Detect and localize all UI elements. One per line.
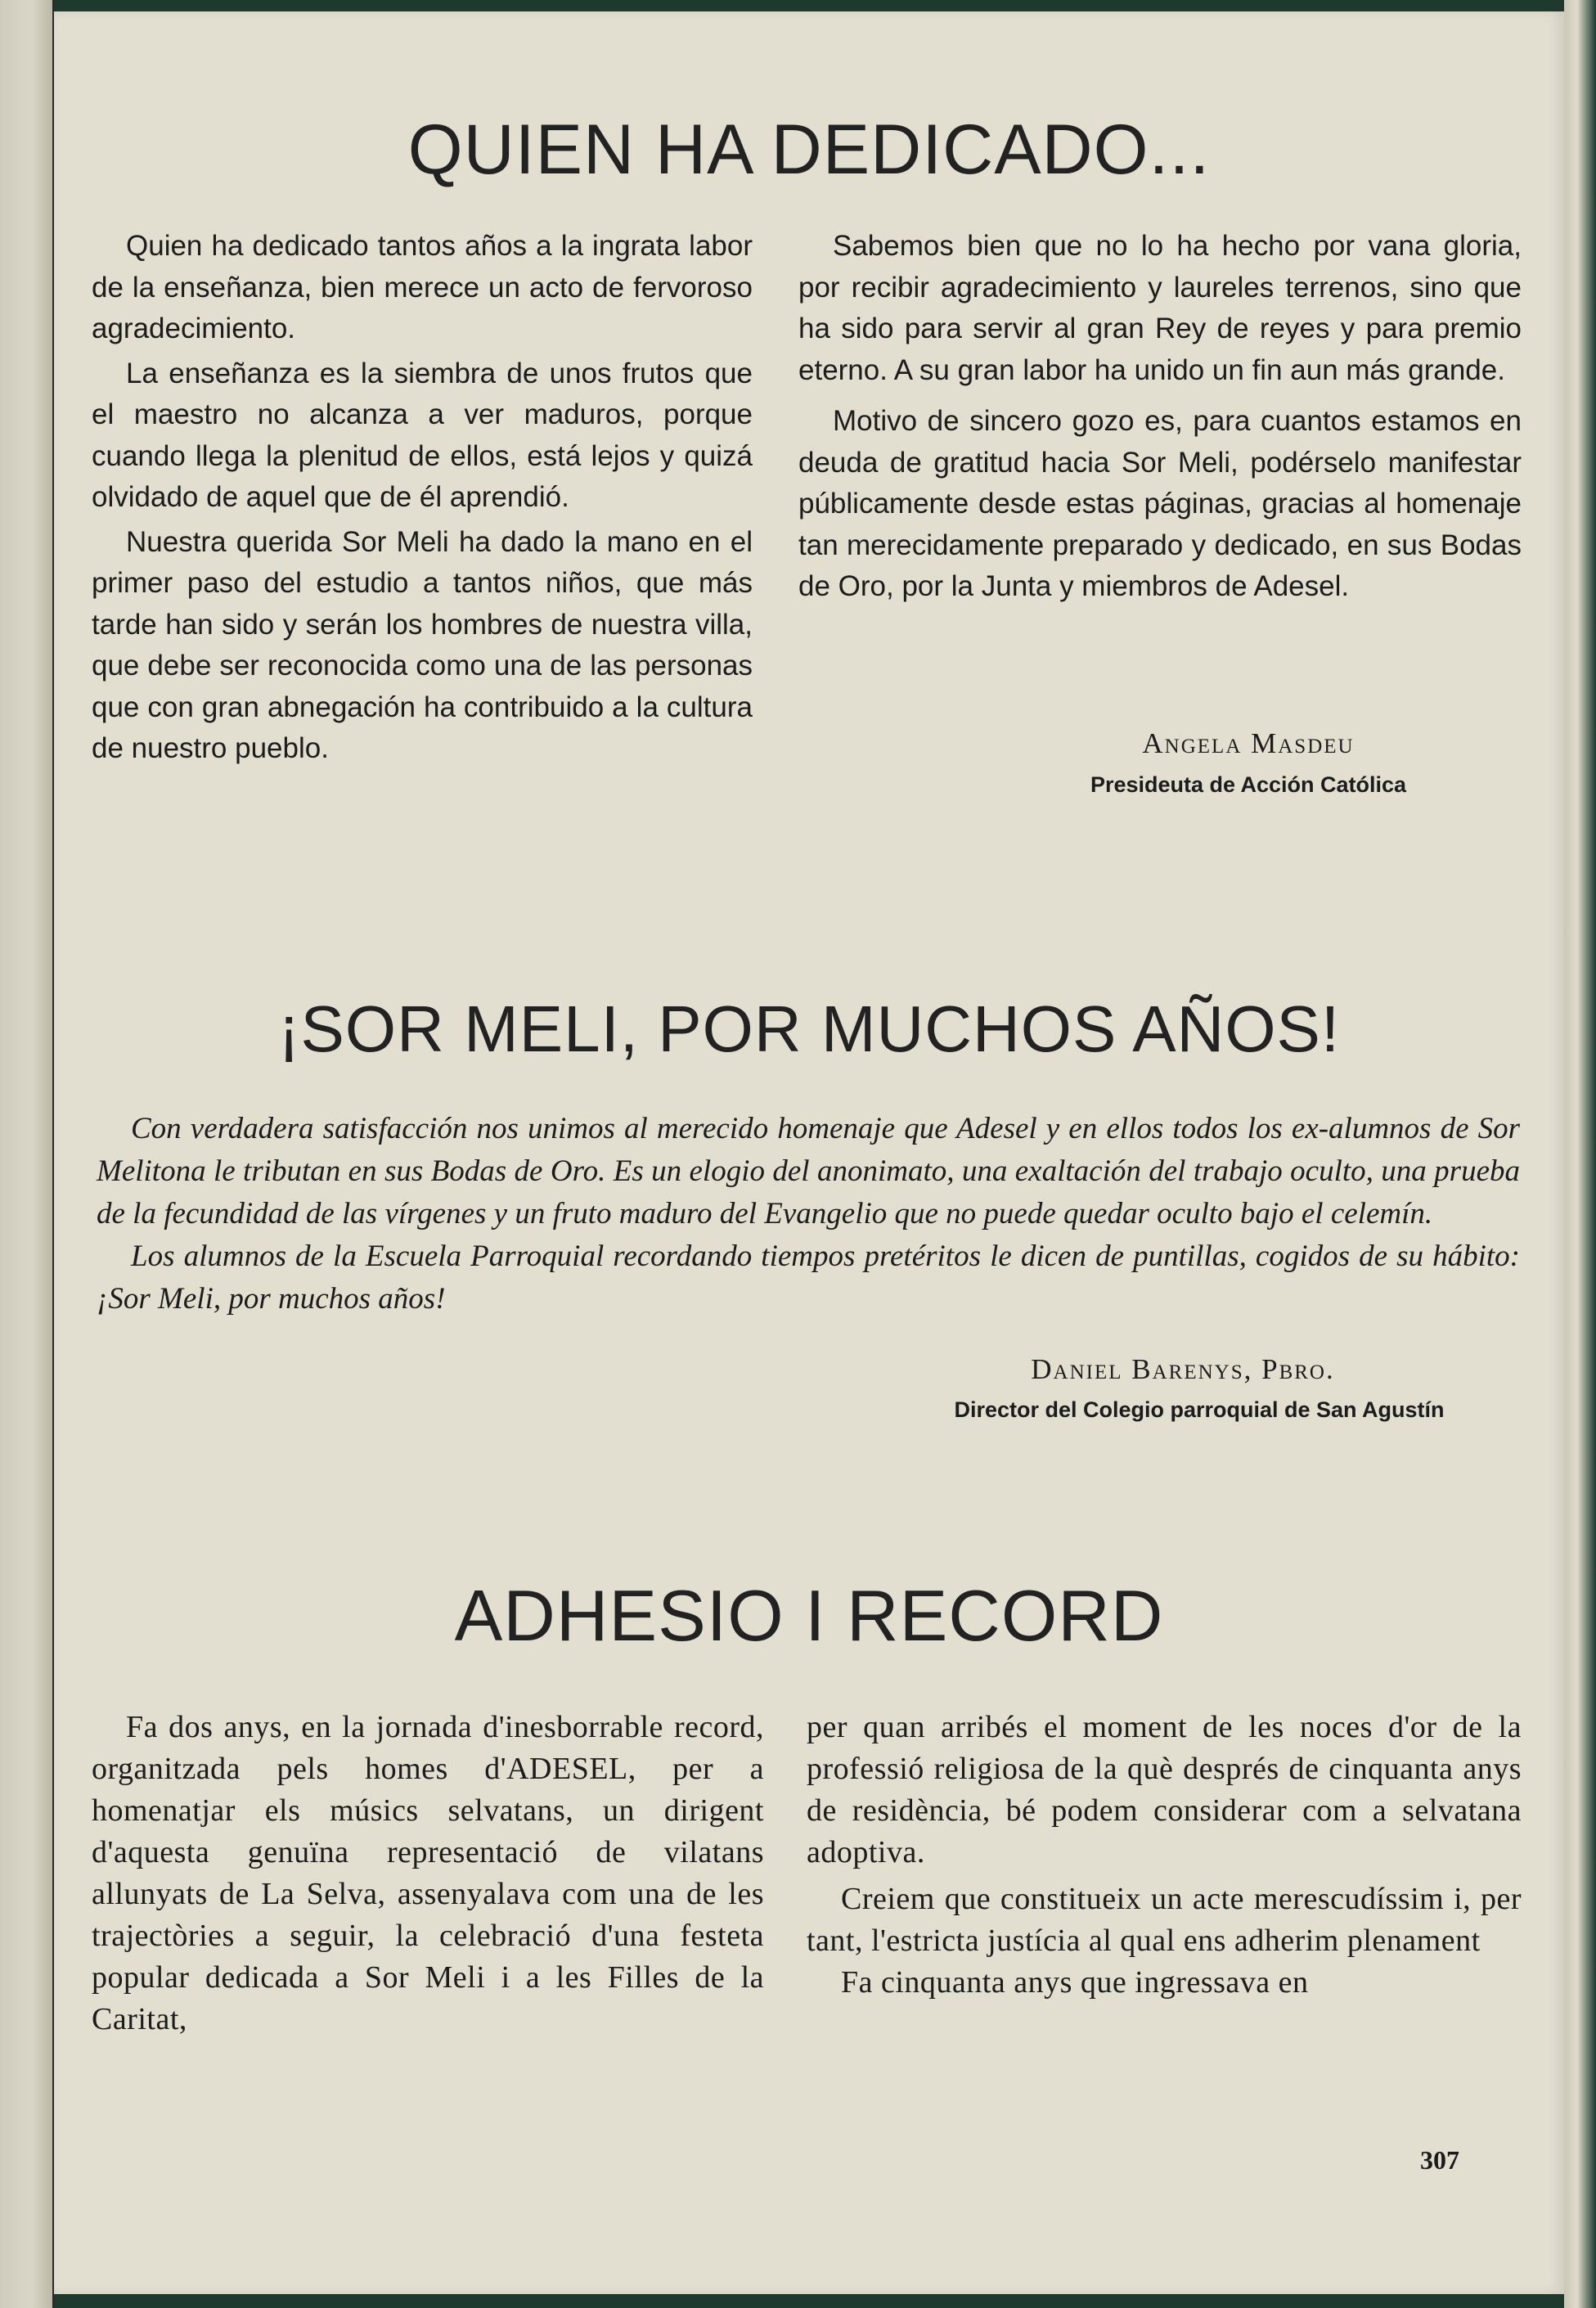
article1-right-paragraph-2: Motivo de sincero gozo es, para cuantos estamos en deuda de gratitud hacia Sor Meli, podérselo manifestar públicamente desde estas páginas, gracias al homenaje tan merecidamente preparado y dedicado, en sus Bodas de Oro, por la Junta y miembros de Adesel. — [798, 405, 1522, 602]
article3-right-paragraph-1: per quan arribés el moment de les noces d'or de la professió religiosa de la què després de cinquanta anys de residència, bé podem considerar com a selvatana adoptiva. — [807, 1710, 1522, 1869]
article2-body — [97, 1108, 1520, 1320]
left-page-edge — [0, 0, 55, 2308]
article1-signature-role: Presideuta de Acción Católica — [1090, 772, 1407, 797]
article2-title: ¡SOR MELI, POR MUCHOS AÑOS! — [277, 992, 1341, 1065]
article1-left-paragraph-3: Nuestra querida Sor Meli ha dado la mano en el primer paso del estudio a tantos niños, que más tarde han sido y serán los hombres de nuestra villa, que debe ser reconocida como una de las personas que con gran abnegación ha contribuido a la cultura de nuestro pueblo. — [92, 525, 753, 764]
article1-signature-name: Angela Masdeu — [1142, 727, 1355, 759]
article3-right-paragraph-3: Fa cinquanta anys que ingressava en — [841, 1965, 1309, 2000]
page-number: 307 — [1420, 2145, 1459, 2175]
article2-paragraph-2: Los alumnos de la Escuela Parroquial recordando tiempos pretéritos le dicen de puntillas, cogidos de su hábito: ¡Sor Meli, por muchos años! — [97, 1239, 1520, 1316]
article3-title: ADHESIO I RECORD — [454, 1575, 1164, 1656]
article1-right-column — [798, 226, 1522, 608]
article3-left-column — [92, 1707, 764, 2040]
article1-left-paragraph-1: Quien ha dedicado tantos años a la ingrata labor de la enseñanza, bien merece un acto de fervoroso agradecimiento. — [92, 230, 753, 344]
article2-paragraph-1: Con verdadera satisfacción nos unimos al merecido homenaje que Adesel y en ellos todos los ex-alumnos de Sor Melitona le tributan en sus Bodas de Oro. Es un elogio del anonimato, una exaltación del trabajo oculto, una prueba de la fecundidad de las vírgenes y un fruto maduro del Evangelio que no puede quedar oculto bajo el celemín. — [97, 1112, 1520, 1230]
article1-right-paragraph-1: Sabemos bien que no lo ha hecho por vana gloria, por recibir agradecimiento y laureles terrenos, sino que ha sido para servir al gran Rey de reyes y para premio eterno. A su gran labor ha unido un fin aun más grande. — [798, 230, 1522, 386]
article2-signature-name: Daniel Barenys, Pbro. — [1031, 1353, 1335, 1385]
magazine-page — [54, 11, 1564, 2294]
article1-title: QUIEN HA DEDICADO... — [407, 110, 1211, 189]
article1-left-paragraph-2: La enseñanza es la siembra de unos frutos que el maestro no alcanza a ver maduros, porque cuando llega la plenitud de ellos, está lejos y quizá olvidado de aquel que de él aprendió. — [92, 357, 753, 513]
article1-left-column — [92, 226, 753, 770]
article3-left-paragraph-1: Fa dos anys, en la jornada d'inesborrable record, organitzada pels homes d'ADESEL, per a homenatjar els músics selvatans, un dirigent d'aquesta genuïna representació de vilatans allunyats de La Selva, assenyalava com una de les trajectòries a seguir, la celebració d'una festeta popular dedicada a Sor Meli i a les Filles de la Caritat, — [92, 1710, 764, 2036]
right-page-edge — [1564, 0, 1596, 2308]
article2-signature-role: Director del Colegio parroquial de San Agustín — [954, 1397, 1445, 1422]
article3-right-paragraph-2: Creiem que constitueix un acte merescudíssim i, per tant, l'estricta justícia al qual ens adherim plenament — [807, 1882, 1522, 1958]
article3-right-column — [807, 1707, 1522, 2004]
